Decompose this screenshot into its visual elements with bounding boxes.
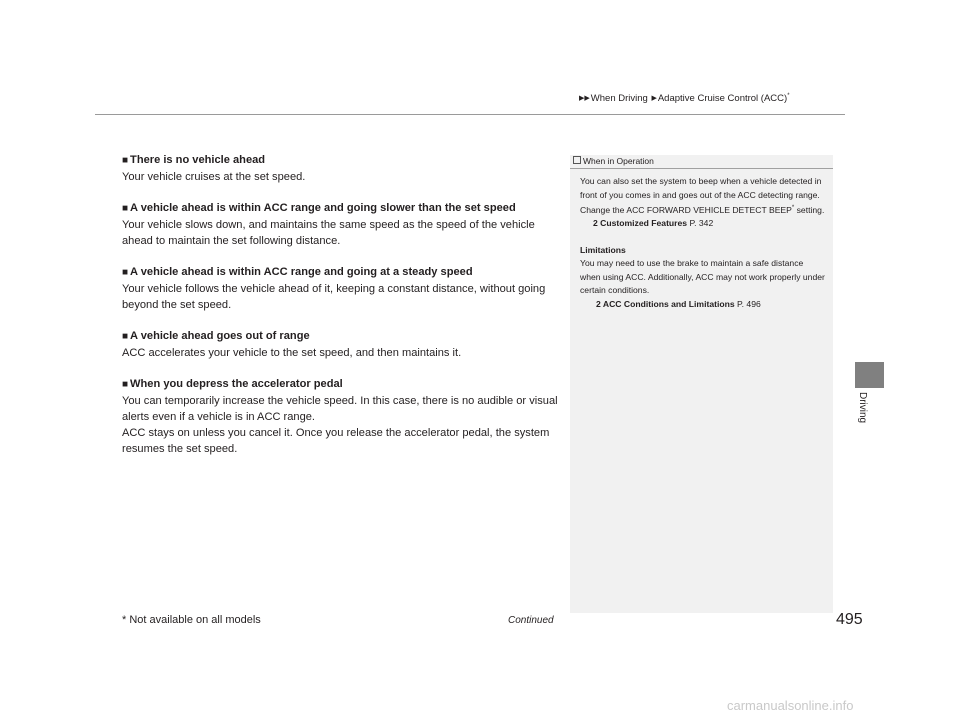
asterisk: *	[787, 93, 790, 99]
square-bullet-icon: ■	[122, 379, 129, 390]
section	[122, 328, 562, 361]
arrow-icon: ▶	[651, 95, 657, 103]
sidebar-body	[580, 175, 825, 311]
page-number: 495	[836, 611, 863, 628]
section-heading: ■ A vehicle ahead is within ACC range and going slower than the set speed	[122, 202, 516, 214]
sidebar-note	[570, 155, 833, 613]
section	[122, 152, 562, 185]
section-body: Your vehicle cruises at the set speed.	[122, 171, 306, 183]
section	[122, 376, 562, 457]
arrow-icon: ▶▶	[579, 95, 590, 103]
square-bullet-icon: ■	[122, 203, 129, 214]
main-content	[122, 152, 562, 472]
section-body: ACC accelerates your vehicle to the set speed, and then maintains it.	[122, 347, 462, 359]
chapter-tab-label: Driving	[857, 392, 868, 424]
square-bullet-icon: ■	[122, 267, 129, 278]
footnote: * Not available on all models	[122, 614, 261, 626]
reference-arrow-icon: 2	[596, 298, 603, 309]
square-bullet-icon: ■	[122, 155, 129, 166]
section-body: You can temporarily increase the vehicle speed. In this case, there is no audible or visual alerts even if a vehicle is in ACC range.	[122, 395, 558, 423]
section-heading: ■ When you depress the accelerator pedal	[122, 378, 343, 390]
section-heading: ■ A vehicle ahead goes out of range	[122, 330, 310, 342]
section-body: Your vehicle follows the vehicle ahead of it, keeping a constant distance, without going beyond the set speed.	[122, 283, 546, 311]
breadcrumb-item: When Driving	[590, 93, 648, 105]
sidebar-subheading: Limitations	[580, 244, 626, 255]
section-heading: ■ There is no vehicle ahead	[122, 154, 266, 166]
chapter-tab	[855, 362, 884, 388]
watermark: carmanualsonline.info	[727, 698, 854, 713]
breadcrumb-item: Adaptive Cruise Control (ACC)	[657, 93, 788, 105]
sidebar-text: You may need to use the brake to maintain a safe distance when using ACC. Additionally, ACC may not work properly under certain conditions.	[580, 258, 825, 296]
reference-arrow-icon: 2	[593, 218, 601, 229]
header-divider	[95, 114, 845, 115]
sidebar-title: When in Operation	[570, 155, 833, 169]
note-box-icon	[573, 156, 581, 164]
continued-label: Continued	[508, 615, 554, 626]
section	[122, 264, 562, 313]
cross-reference-link[interactable]: 2 ACC Conditions and Limitations P. 496	[596, 298, 761, 309]
section	[122, 200, 562, 249]
section-body: ACC stays on unless you cancel it. Once you release the accelerator pedal, the system resumes the set speed.	[122, 427, 550, 455]
cross-reference-link[interactable]: 2 Customized Features P. 342	[593, 218, 714, 229]
square-bullet-icon: ■	[122, 331, 129, 342]
section-heading: ■ A vehicle ahead is within ACC range and going at a steady speed	[122, 266, 473, 278]
breadcrumb	[578, 93, 843, 104]
sidebar-text: You can also set the system to beep when a vehicle detected in front of you comes in and goes out of the ACC detecting range. Change the ACC FORWARD VEHICLE DETECT BEEP* setting.	[580, 176, 825, 215]
section-body: Your vehicle slows down, and maintains the same speed as the speed of the vehicle ahead to maintain the set following distance.	[122, 219, 535, 247]
